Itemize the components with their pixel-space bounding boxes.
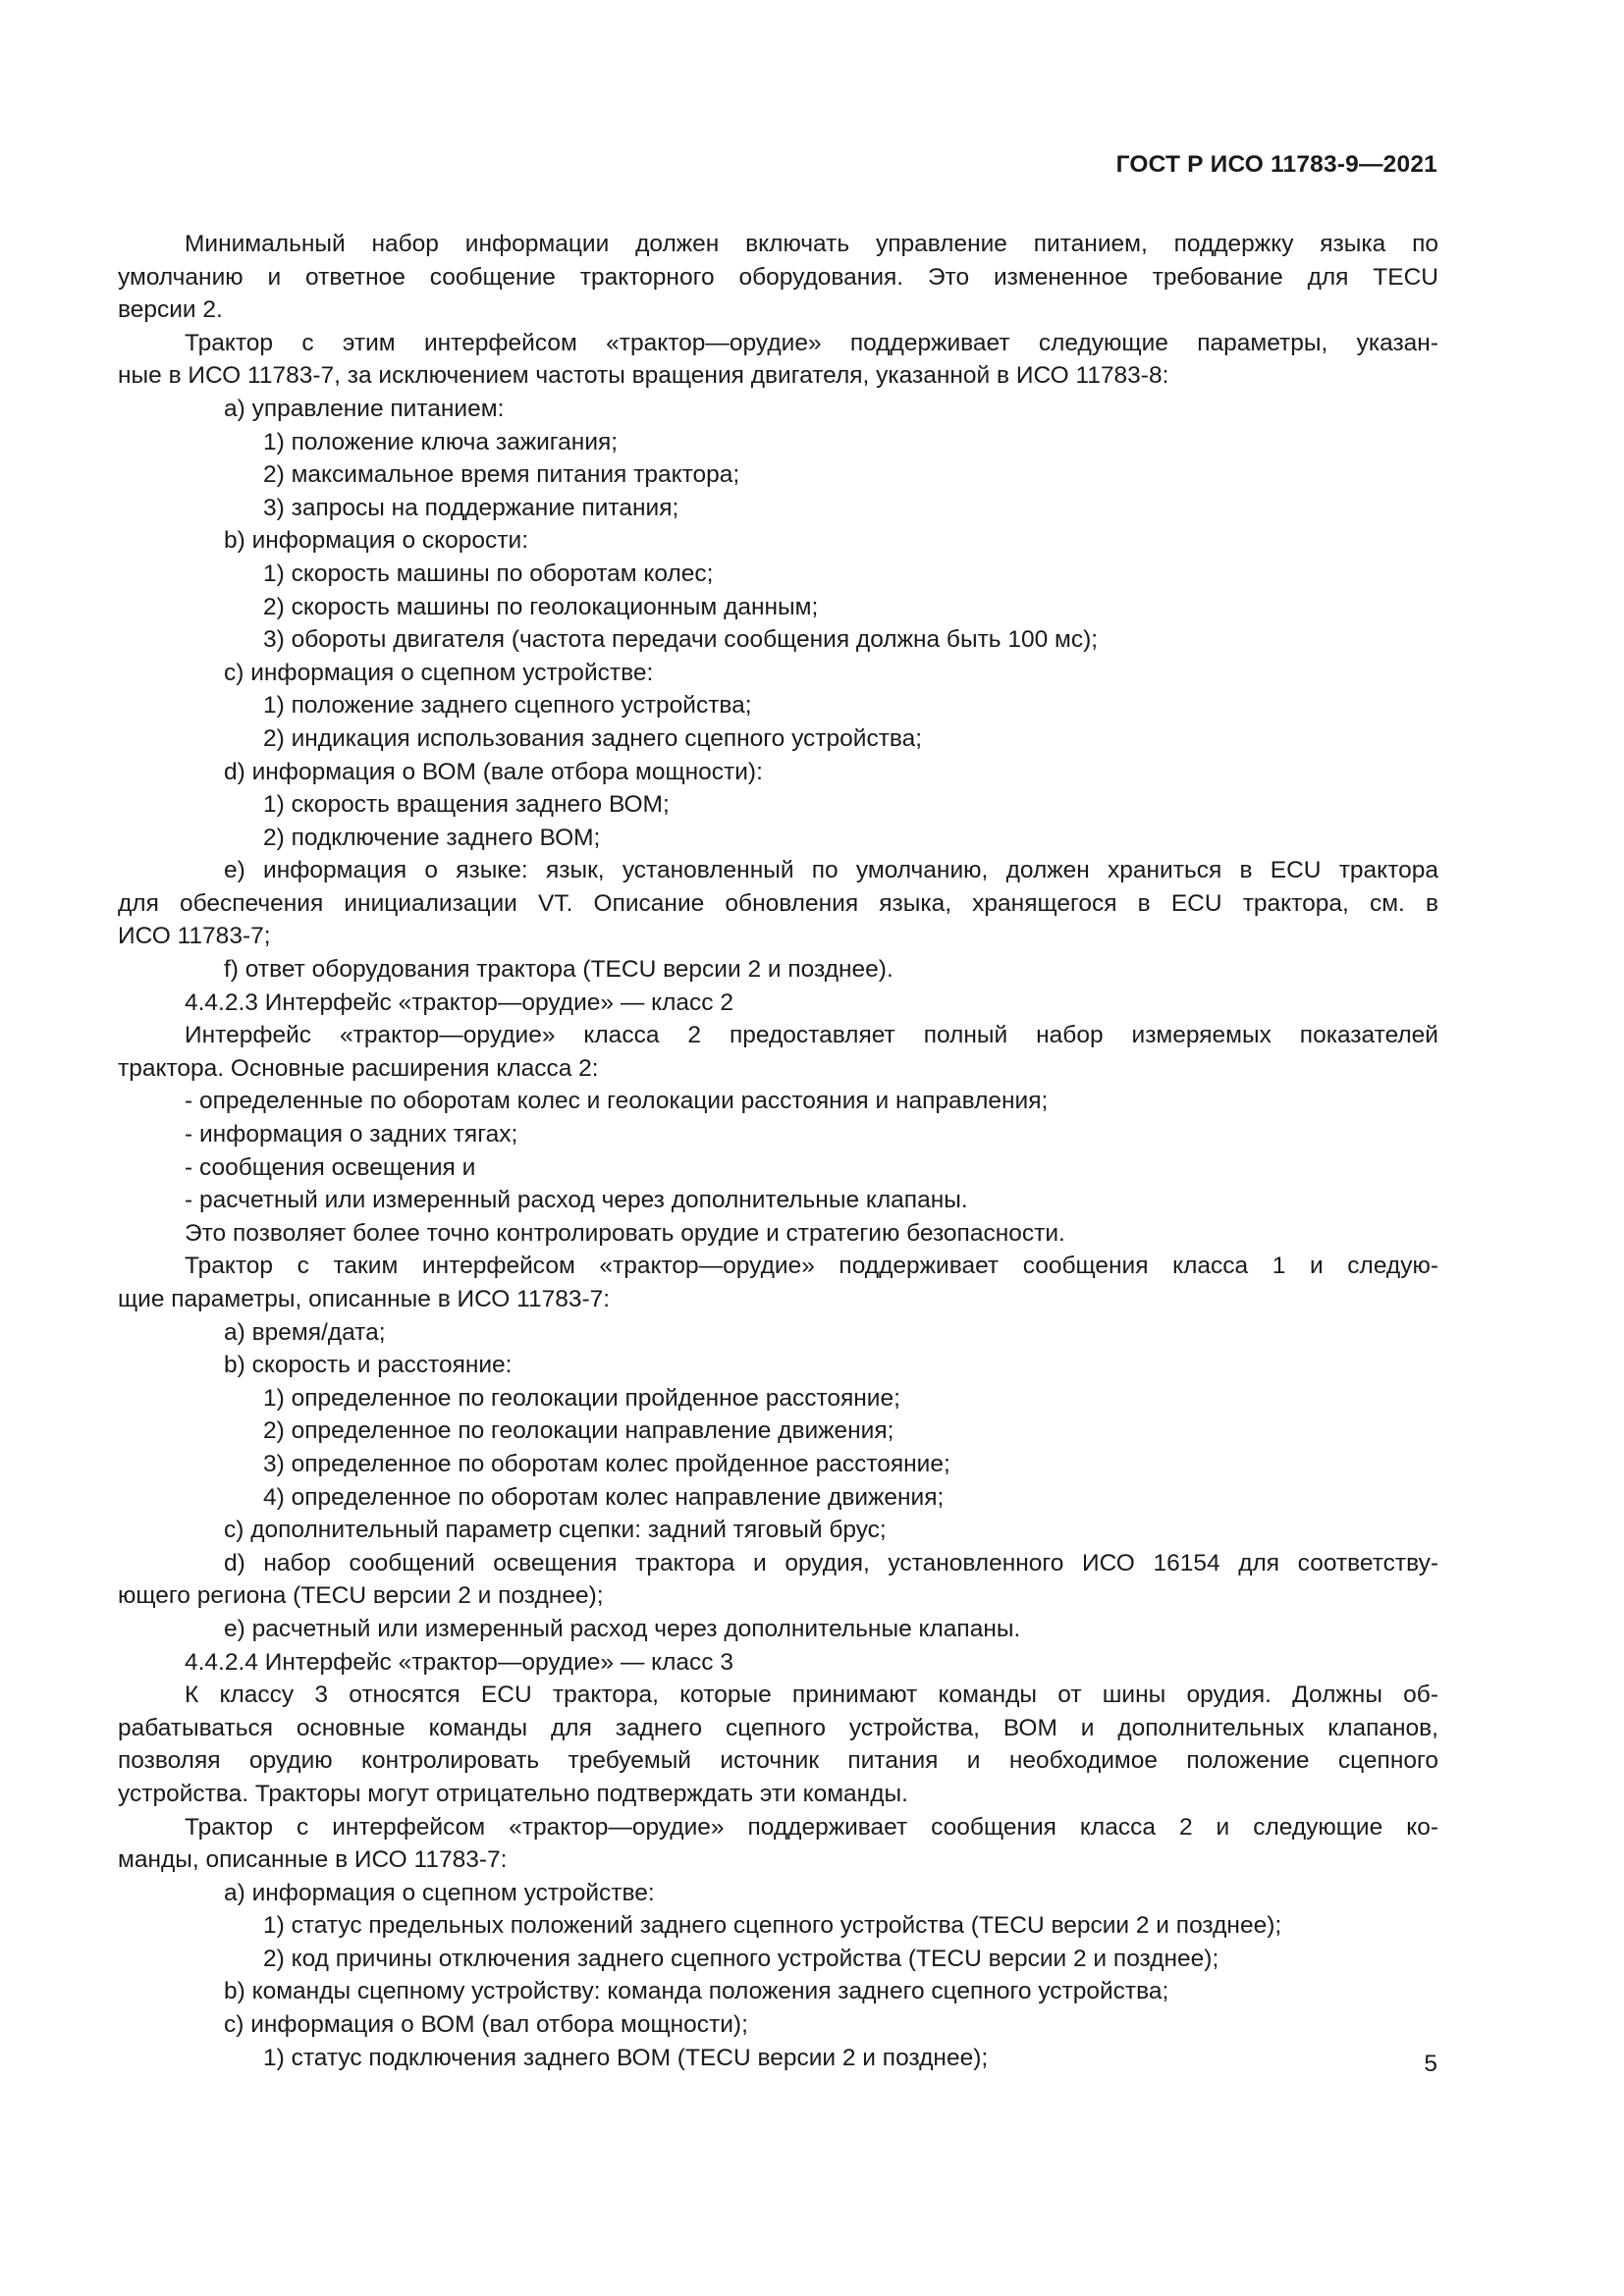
text-line: Трактор с таким интерфейсом «трактор—орудие» поддерживает сообщения класса 1 и следую- (185, 1253, 1438, 1280)
text-line: - определенные по оборотам колес и геолокации расстояния и направления; (185, 1088, 1049, 1115)
text-line: рабатываться основные команды для заднего сцепного устройства, ВОМ и дополнительных клапанов, (118, 1714, 1438, 1741)
page-number: 5 (1424, 2051, 1437, 2077)
text-line: e) информация о языке: язык, установленный по умолчанию, должен храниться в ECU трактора (224, 857, 1438, 884)
document-code-header: ГОСТ Р ИСО 11783-9—2021 (1115, 151, 1437, 178)
text-line: f) ответ оборудования трактора (TECU версии 2 и позднее). (224, 956, 893, 984)
text-line: b) команды сцепному устройству: команда положения заднего сцепного устройства; (224, 1978, 1169, 2005)
text-line: 3) запросы на поддержание питания; (263, 494, 679, 521)
text-line: устройства. Тракторы могут отрицательно подтверждать эти команды. (118, 1780, 908, 1807)
text-line: ИСО 11783-7; (118, 923, 271, 950)
text-line: Трактор с интерфейсом «трактор—орудие» поддерживает сообщения класса 2 и следующие ко- (185, 1813, 1438, 1841)
text-line: Интерфейс «трактор—орудие» класса 2 предоставляет полный набор измеряемых показателей (185, 1022, 1438, 1049)
text-line: c) информация о сцепном устройстве: (224, 659, 654, 686)
text-line: 3) обороты двигателя (частота передачи сообщения должна быть 100 мс); (263, 626, 1099, 654)
text-line: - сообщения освещения и (185, 1153, 476, 1181)
text-line: 1) скорость вращения заднего ВОМ; (263, 791, 670, 819)
text-line: - информация о задних тягах; (185, 1121, 518, 1148)
text-line: 2) определенное по геолокации направление движения; (263, 1417, 894, 1445)
text-line: 2) подключение заднего ВОМ; (263, 824, 601, 851)
text-line: ющего региона (TECU версии 2 и позднее); (118, 1582, 604, 1610)
text-line: 1) определенное по геолокации пройденное расстояние; (263, 1384, 900, 1412)
text-line: a) информация о сцепном устройстве: (224, 1879, 655, 1906)
text-line: 4.4.2.3 Интерфейс «трактор—орудие» — класс 2 (185, 988, 733, 1016)
text-line: Трактор с этим интерфейсом «трактор—орудие» поддерживает следующие параметры, указан- (185, 329, 1438, 356)
body-text (118, 228, 1438, 2074)
text-line: 1) статус подключения заднего ВОМ (TECU версии 2 и позднее); (263, 2044, 989, 2071)
text-line: c) дополнительный параметр сцепки: задний тяговый брус; (224, 1517, 887, 1544)
text-line: ные в ИСО 11783-7, за исключением частоты вращения двигателя, указанной в ИСО 11783-8: (118, 362, 1169, 390)
text-line: для обеспечения инициализации VT. Описание обновления языка, хранящегося в ECU трактора, см. в (118, 889, 1438, 917)
text-line: d) информация о ВОМ (вале отбора мощности): (224, 758, 763, 785)
text-line: 4) определенное по оборотам колес направление движения; (263, 1483, 945, 1511)
text-line: манды, описанные в ИСО 11783-7: (118, 1846, 508, 1874)
text-line: умолчанию и ответное сообщение тракторного оборудования. Это измененное требование для TECU (118, 263, 1438, 291)
text-line: позволяя орудию контролировать требуемый источник питания и необходимое положение сцепного (118, 1747, 1438, 1775)
text-line: 4.4.2.4 Интерфейс «трактор—орудие» — класс 3 (185, 1648, 733, 1676)
text-line: 1) положение заднего сцепного устройства; (263, 692, 752, 720)
text-line: a) управление питанием: (224, 395, 505, 422)
text-line: 1) положение ключа зажигания; (263, 428, 619, 455)
text-line: c) информация о ВОМ (вал отбора мощности); (224, 2011, 748, 2039)
text-line: версии 2. (118, 296, 223, 324)
text-line: b) информация о скорости: (224, 527, 528, 555)
text-line: 2) индикация использования заднего сцепного устройства; (263, 724, 923, 752)
text-line: 1) статус предельных положений заднего сцепного устройства (TECU версии 2 и позднее); (263, 1912, 1282, 1940)
text-line: 3) определенное по оборотам колес пройденное расстояние; (263, 1450, 950, 1477)
text-line: К классу 3 относятся ECU трактора, которые принимают команды от шины орудия. Должны об- (185, 1682, 1438, 1709)
text-line: щие параметры, описанные в ИСО 11783-7: (118, 1286, 611, 1312)
text-line: Минимальный набор информации должен включать управление питанием, поддержку языка по (185, 231, 1438, 257)
text-line: Это позволяет более точно контролировать орудие и стратегию безопасности. (185, 1219, 1065, 1247)
text-line: - расчетный или измеренный расход через дополнительные клапаны. (185, 1187, 968, 1214)
text-line: a) время/дата; (224, 1318, 386, 1346)
text-line: e) расчетный или измеренный расход через дополнительные клапаны. (224, 1615, 1021, 1642)
text-line: d) набор сообщений освещения трактора и орудия, установленного ИСО 16154 для соответству- (224, 1549, 1438, 1576)
text-line: 2) скорость машины по геолокационным данным; (263, 593, 819, 620)
text-line: трактора. Основные расширения класса 2: (118, 1054, 599, 1082)
text-line: 1) скорость машины по оборотам колес; (263, 560, 714, 587)
text-line: 2) максимальное время питания трактора; (263, 461, 740, 489)
text-line: 2) код причины отключения заднего сцепного устройства (TECU версии 2 и позднее); (263, 1945, 1219, 1972)
text-line: b) скорость и расстояние: (224, 1352, 513, 1379)
